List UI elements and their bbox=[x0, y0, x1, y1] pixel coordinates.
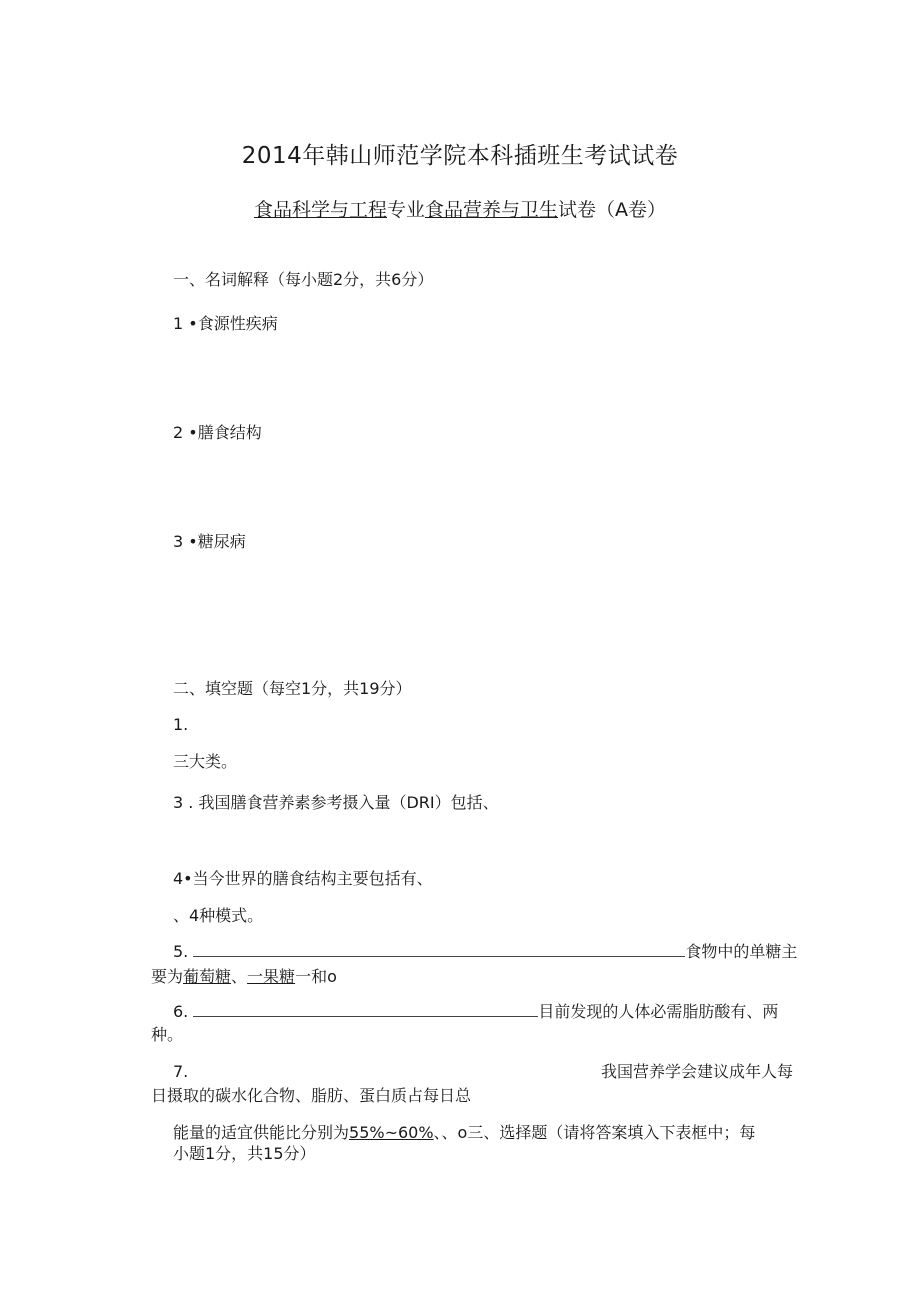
question-4-continued: 、4种模式。 bbox=[173, 906, 264, 925]
subtitle-end: 试卷（A卷） bbox=[558, 199, 667, 221]
answer-glucose: 葡萄糖 bbox=[183, 967, 232, 986]
subtitle-major: 食品科学与工程 bbox=[253, 199, 387, 221]
question-7-text: 我国营养学会建议成年人每 bbox=[601, 1062, 794, 1081]
question-7-text-c: 、、o三、选择题（请将答案填入下表框中；每 bbox=[433, 1123, 756, 1142]
question-5-text-e: 一和o bbox=[295, 967, 337, 986]
question-6-text: 目前发现的人体必需脂肪酸有、两 bbox=[538, 1002, 779, 1021]
question-5-text-c: 、 bbox=[231, 967, 248, 986]
question-6-continued: 种。 bbox=[151, 1025, 184, 1044]
section2-heading: 二、填空题（每空1分，共19分） bbox=[173, 679, 412, 698]
term-item-3: 3 •糖尿病 bbox=[173, 532, 246, 551]
term-item-1: 1 •食源性疾病 bbox=[173, 314, 278, 333]
question-7-number: 7. bbox=[173, 1062, 189, 1081]
answer-carb-ratio: 55%~60% bbox=[349, 1123, 434, 1142]
subtitle-course: 食品营养与卫生 bbox=[425, 199, 559, 221]
answer-blank-6[interactable] bbox=[193, 1002, 538, 1017]
question-6 bbox=[173, 1001, 778, 1023]
answer-blank-5[interactable] bbox=[193, 942, 685, 957]
section1-heading: 一、名词解释（每小题2分，共6分） bbox=[173, 270, 434, 289]
question-7-line3 bbox=[173, 1122, 755, 1144]
question-1-continued: 三大类。 bbox=[173, 752, 238, 771]
subtitle-mid: 专业 bbox=[386, 199, 425, 221]
question-3: 3 . 我国膳食营养素参考摄入量（DRI）包括、 bbox=[173, 793, 499, 812]
answer-fructose: 一果糖 bbox=[247, 967, 296, 986]
term-item-2: 2 •膳食结构 bbox=[173, 423, 262, 442]
question-7-text-a: 能量的适宜供能比分别为 bbox=[173, 1123, 350, 1142]
question-5-text-a: 要为 bbox=[151, 967, 184, 986]
question-4: 4•当今世界的膳食结构主要包括有、 bbox=[173, 869, 433, 888]
question-6-number: 6. bbox=[173, 1002, 189, 1021]
question-5 bbox=[173, 941, 797, 963]
question-5-number: 5. bbox=[173, 942, 189, 961]
question-1: 1. bbox=[173, 715, 189, 734]
question-5-line2 bbox=[151, 966, 337, 988]
question-7-line2: 日摄取的碳水化合物、脂肪、蛋白质占每日总 bbox=[151, 1086, 472, 1105]
exam-subtitle bbox=[0, 197, 920, 223]
section3-heading-continued: 小题1分，共15分） bbox=[173, 1144, 316, 1163]
exam-title: 2014年韩山师范学院本科插班生考试试卷 bbox=[241, 143, 679, 169]
question-5-text: 食物中的单糖主 bbox=[685, 942, 798, 961]
